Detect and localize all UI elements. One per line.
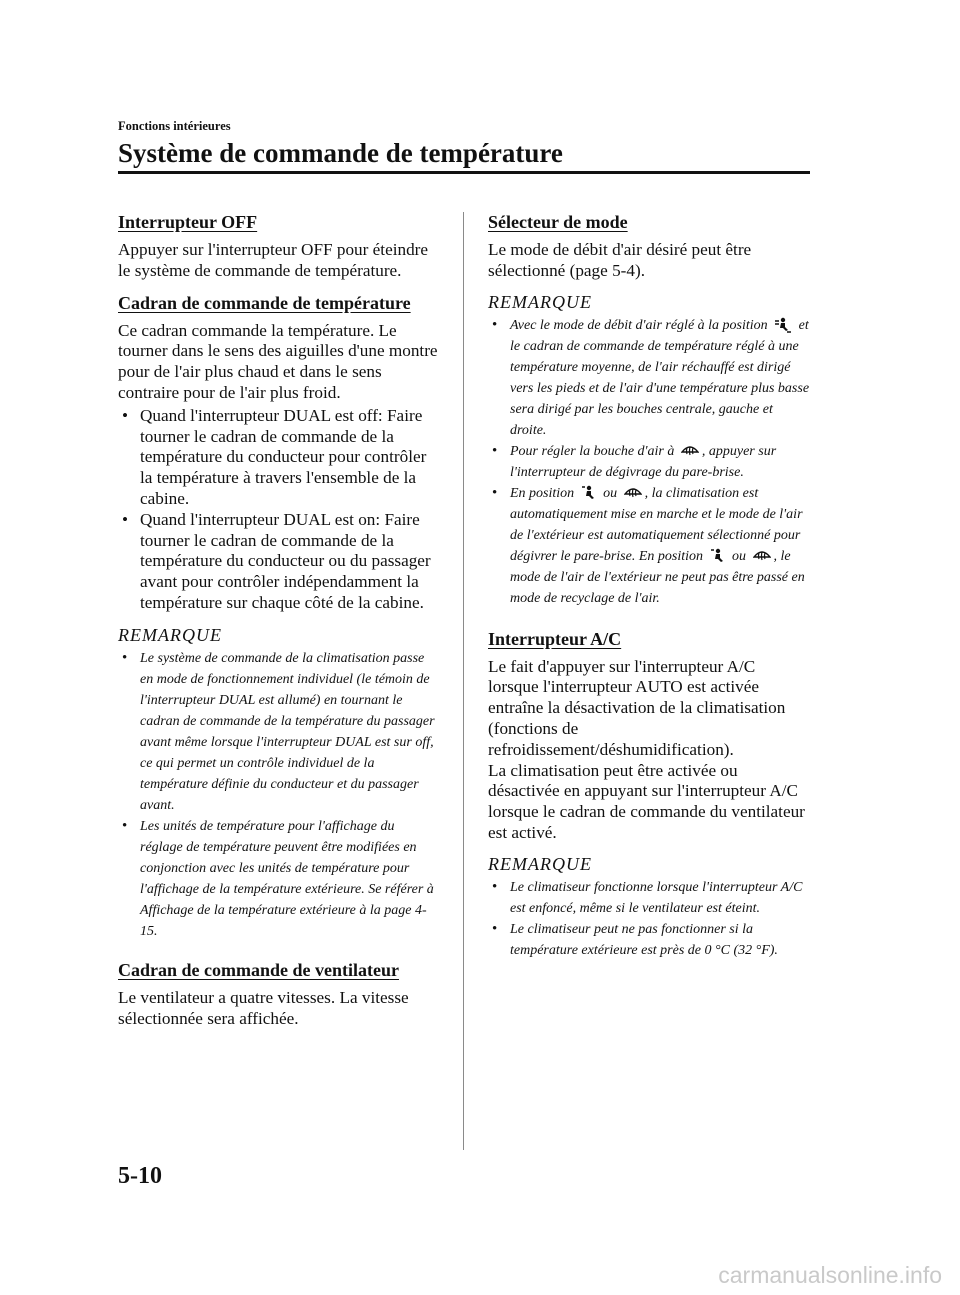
list-item: • Quand l'interrupteur DUAL est off: Faire tourner le cadran de commande de la température du conducteur pour contrôler la température à travers l'ensemble de la cabine. [118, 406, 440, 510]
page-header [118, 118, 810, 170]
remark-heading: REMARQUE [118, 624, 222, 645]
ac-switch-text-2: La climatisation peut être activée ou désactivée en appuyant sur l'interrupteur A/C lorsque le cadran de commande du ventilateur est activé. [488, 760, 805, 842]
temp-dial-heading: Cadran de commande de température [118, 292, 411, 313]
ac-switch-heading: Interrupteur A/C [488, 628, 622, 649]
off-switch-text: Appuyer sur l'interrupteur OFF pour éteindre le système de commande de température. [118, 240, 429, 280]
section-label: Fonctions intérieures [118, 119, 231, 133]
off-switch-heading: Interrupteur OFF [118, 212, 258, 232]
list-item: • En position ou , la climatisation est automatiquement mise en marche et le mode de l'air de l'extérieur est automatiquement sélectionné pour dégivrer le pare-brise. En position ou , le mode de l'air de l'extérieur ne peut pas être passé en mode de recyclage de l'air. [488, 483, 810, 609]
mode-selector-text: Le mode de débit d'air désiré peut être sélectionné (page 5-4). [488, 240, 752, 280]
fan-dial-text: Le ventilateur a quatre vitesses. La vitesse sélectionnée sera affichée. [118, 987, 409, 1028]
defrost-icon [753, 549, 771, 563]
mode-selector-heading: Sélecteur de mode [488, 212, 628, 232]
ac-switch-text-1: Le fait d'appuyer sur l'interrupteur A/C lorsque l'interrupteur AUTO est activée entraîne la désactivation de la climatisation (fonctions de refroidissement/déshumidification). [488, 656, 786, 759]
left-column [118, 210, 440, 1038]
defrost-icon [681, 444, 699, 458]
list-item: • Pour régler la bouche d'air à , appuyer sur l'interrupteur de dégivrage du pare-brise. [488, 441, 810, 483]
ac-switch-notes [488, 877, 810, 961]
person-vent-floor-icon [774, 317, 792, 333]
temp-dial-bullets [118, 406, 440, 614]
column-divider [463, 212, 464, 1150]
mode-selector-notes [488, 315, 810, 609]
list-item: • Le système de commande de la climatisation passe en mode de fonctionnement individuel (le témoin de l'interrupteur DUAL est allumé) en tournant le cadran de commande de la température du passager avant même lorsque l'interrupteur DUAL est sur off, ce qui permet un contrôle individuel de la température définie du conducteur et du passager avant. [118, 648, 440, 816]
defrost-icon [624, 486, 642, 500]
temp-dial-notes [118, 648, 440, 942]
temp-dial-text: Ce cadran commande la température. Le tourner dans le sens des aiguilles d'une montre pour de l'air plus chaud et dans le sens contraire pour de l'air plus froid. [118, 320, 438, 402]
person-floor-defrost-icon [710, 548, 726, 564]
page-title: Système de commande de température [118, 138, 563, 168]
list-item: • Les unités de température pour l'affichage du réglage de température peuvent être modifiées en conjonction avec les unités de température pour l'affichage de la température extérieure. Se référer à Affichage de la température extérieure à la page 4-15. [118, 816, 440, 942]
remark-heading: REMARQUE [488, 291, 592, 312]
watermark: carmanualsonline.info [718, 1262, 942, 1288]
right-column [488, 210, 810, 971]
list-item: • Avec le mode de débit d'air réglé à la position et le cadran de commande de température réglé à une température moyenne, de l'air réchauffé est dirigé vers les pieds et de l'air d'une température plus basse sera dirigé par les bouches centrale, gauche et droite. [488, 315, 810, 441]
remark-heading: REMARQUE [488, 853, 592, 874]
header-divider [118, 171, 810, 174]
list-item: • Quand l'interrupteur DUAL est on: Faire tourner le cadran de commande de la température du conducteur ou du passager avant pour contrôler indépendamment la température sur chaque côté de la cabine. [118, 510, 440, 614]
list-item: • Le climatiseur peut ne pas fonctionner si la température extérieure est près de 0 °C (32 °F). [488, 919, 810, 961]
page-number: 5-10 [118, 1163, 162, 1189]
fan-dial-heading: Cadran de commande de ventilateur [118, 959, 399, 980]
list-item: • Le climatiseur fonctionne lorsque l'interrupteur A/C est enfoncé, même si le ventilateur est éteint. [488, 877, 810, 919]
person-floor-defrost-icon [581, 485, 597, 501]
